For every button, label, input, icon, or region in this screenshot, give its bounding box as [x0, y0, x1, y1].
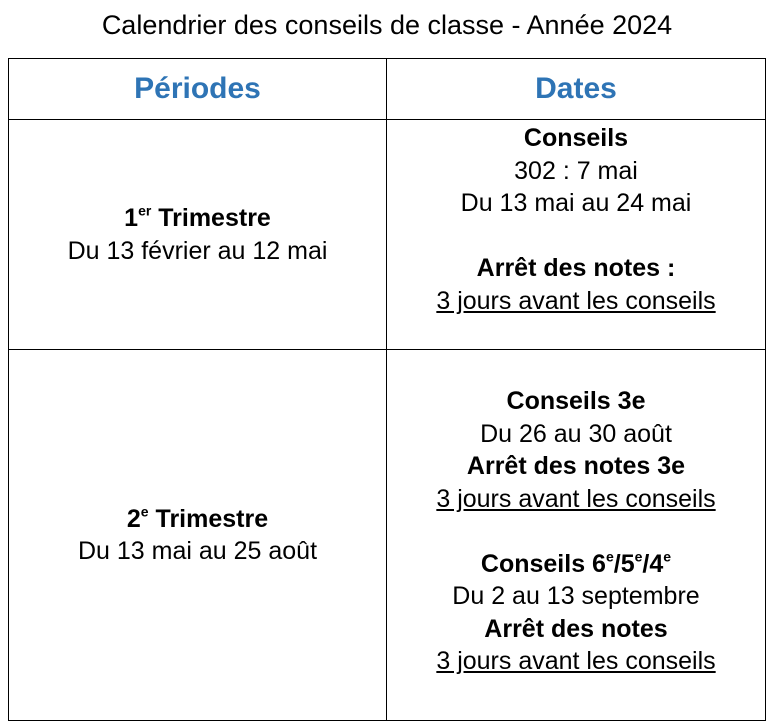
grades-stop-3e-rule: 3 jours avant les conseils: [436, 484, 716, 513]
councils-6e-5e-4e-range: Du 2 au 13 septembre: [452, 582, 700, 610]
period-word: Trimestre: [158, 204, 271, 232]
period-cell: [9, 120, 387, 350]
heading-part: /4: [642, 549, 664, 578]
period-name: [9, 202, 386, 235]
period-number: 1: [124, 204, 139, 232]
dates-cell: [387, 120, 766, 350]
councils-heading: Conseils: [523, 124, 629, 152]
period-cell: [9, 350, 387, 721]
table-row: [9, 120, 766, 350]
grades-stop-heading: Arrêt des notes :: [476, 254, 676, 282]
period-name: [9, 503, 386, 536]
grades-stop-rule: 3 jours avant les conseils: [436, 286, 716, 315]
header-dates: Dates: [387, 59, 766, 120]
period-number: 2: [126, 504, 141, 533]
council-date: 302 : 7 mai: [514, 156, 638, 185]
grades-stop-rule: 3 jours avant les conseils: [436, 647, 716, 675]
period-range: Du 13 mai au 25 août: [77, 537, 318, 565]
table-row: [9, 350, 766, 721]
council-calendar-table: [8, 58, 766, 721]
period-word: Trimestre: [155, 504, 269, 533]
council-range: Du 13 mai au 24 mai: [460, 189, 692, 217]
dates-cell: [387, 350, 766, 721]
spacer: [387, 515, 765, 548]
header-periods: Périodes: [9, 59, 387, 120]
grades-stop-3e-heading: Arrêt des notes 3e: [466, 452, 686, 480]
heading-sup: e: [663, 548, 672, 564]
period-ordinal: e: [140, 503, 149, 519]
spacer: [387, 220, 765, 253]
councils-3e-range: Du 26 au 30 août: [480, 419, 672, 448]
councils-3e-heading: Conseils 3e: [506, 387, 646, 415]
councils-6e-5e-4e-heading: [387, 548, 765, 581]
grades-stop-heading: Arrêt des notes: [484, 614, 668, 643]
period-ordinal: er: [138, 202, 152, 219]
heading-part: /5: [613, 549, 635, 578]
heading-sup: e: [605, 548, 614, 564]
period-range: Du 13 février au 12 mai: [67, 236, 328, 265]
document-title: Calendrier des conseils de classe - Année 2024: [101, 10, 673, 40]
heading-sup: e: [634, 548, 643, 564]
heading-part: Conseils 6: [480, 549, 606, 578]
table-header-row: [9, 59, 766, 120]
